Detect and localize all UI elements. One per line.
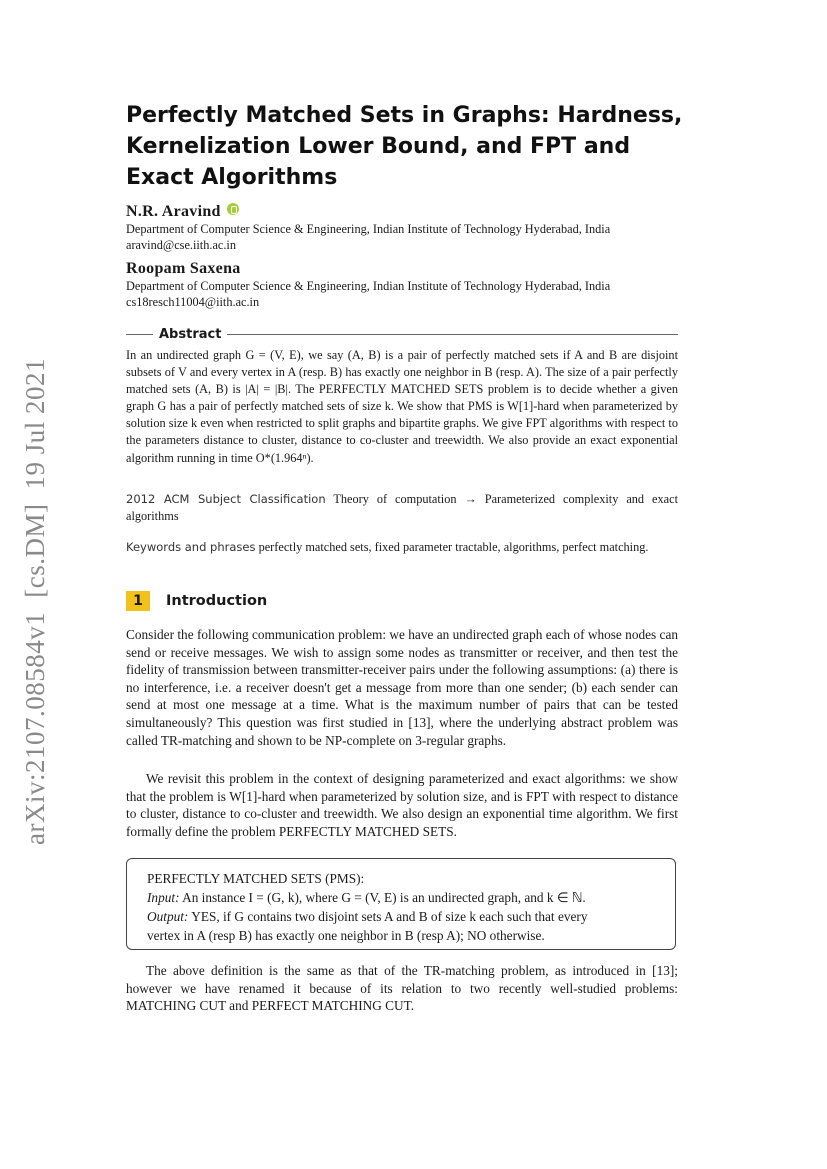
output-label: Output: [147,909,189,924]
input-text: An instance I = (G, k), where G = (V, E) is an undirected graph, and k ∈ ℕ. [182,890,586,905]
intro-paragraph-2: We revisit this problem in the context of designing parameterized and exact algorithms: we show that the problem is W[1]-hard when parameterized by solution size, and is FPT with respect to distance to cluster, distance to co-cluster and treewidth. We also design an exponential time algorithm. We first formally define the problem PERFECTLY MATCHED SETS. [126,771,678,839]
intro-paragraph-3: The above definition is the same as that of the TR-matching problem, as introduced in [13]; however we have renamed it because of its relation to two recently well-studied problems: MATCHING CUT and PERFECT MATCHING CUT. [126,963,678,1014]
acm-text: Theory of computation → Parameterized complexity and exact algorithms [126,492,678,524]
section-title: Introduction [166,593,268,609]
section-heading [126,591,267,611]
author-2-affiliation [126,278,686,310]
problem-name: PERFECTLY MATCHED SETS (PMS): [147,871,365,886]
affiliation-text: Department of Computer Science & Engineering, Indian Institute of Technology Hyderabad, India [126,222,611,236]
author-1-email[interactable]: aravind@cse.iith.ac.in [126,238,236,252]
affiliation-text: Department of Computer Science & Engineering, Indian Institute of Technology Hyderabad, India [126,279,611,293]
keywords-label: Keywords and phrases [126,540,256,554]
keywords-text: perfectly matched sets, fixed parameter tractable, algorithms, perfect matching. [258,540,649,554]
divider [227,334,678,335]
problem-output [147,907,655,926]
input-label: Input: [147,890,180,905]
author-2-email[interactable]: cs18resch11004@iith.ac.in [126,295,260,309]
author-1-name: N.R. Aravind [126,203,221,220]
section-number: 1 [126,591,150,611]
output-text: YES, if G contains two disjoint sets A and B of size k each such that every [191,909,588,924]
arxiv-stamp [20,344,51,845]
arxiv-date: 19 Jul 2021 [20,358,50,490]
acm-classification [126,491,678,525]
intro-paragraph-1: Consider the following communication problem: we have an undirected graph each of whose nodes can send or receive messages. We wish to assign some nodes as transmitter or receiver, and then test the fidelity of transmission between transmitter-receiver pairs under the following assumptions: (a) there is no interference, i.e. a receiver doesn't get a message from more than one sender; (b) each sender can send at most one message at a time. What is the maximum number of pairs that can be tested simultaneously? This question was first studied in [13], where the underlying abstract problem was called TR-matching and shown to be NP-complete on 3-regular graphs. [126,627,678,748]
arxiv-category: [cs.DM] [20,503,50,598]
abstract-text: In an undirected graph G = (V, E), we say (A, B) is a pair of perfectly matched sets if A and B are disjoint subsets of V and every vertex in A (resp. B) has exactly one neighbor in B (resp. A). The size of a pair perfectly matched sets (A, B) is |A| = |B|. The PERFECTLY MATCHED SETS problem is to decide whether a given graph G has a pair of perfectly matched sets of size k. We show that PMS is W[1]-hard when parameterized by solution size k even when restricted to split graphs and bipartite graphs. We give FPT algorithms with respect to the parameters distance to cluster, distance to co-cluster and treewidth. We also provide an exact exponential algorithm running in time O*(1.964ⁿ). [126,348,678,465]
problem-input [147,888,655,907]
output-text-continued: vertex in A (resp B) has exactly one neighbor in B (resp A); NO otherwise. [147,928,545,943]
problem-definition-box [126,858,676,950]
author-name [126,203,239,221]
author-1-affiliation [126,221,686,253]
acm-label: 2012 ACM Subject Classification [126,492,326,506]
arxiv-id[interactable]: arXiv:2107.08584v1 [20,611,50,845]
abstract-label: Abstract [159,326,222,342]
divider [126,334,153,335]
orcid-icon[interactable] [227,203,239,215]
keywords [126,539,678,556]
author-2-name: Roopam Saxena [126,260,241,277]
paper-title: Perfectly Matched Sets in Graphs: Hardness, Kernelization Lower Bound, and FPT and Exact Algorithms [126,103,683,190]
abstract-heading [126,326,678,342]
